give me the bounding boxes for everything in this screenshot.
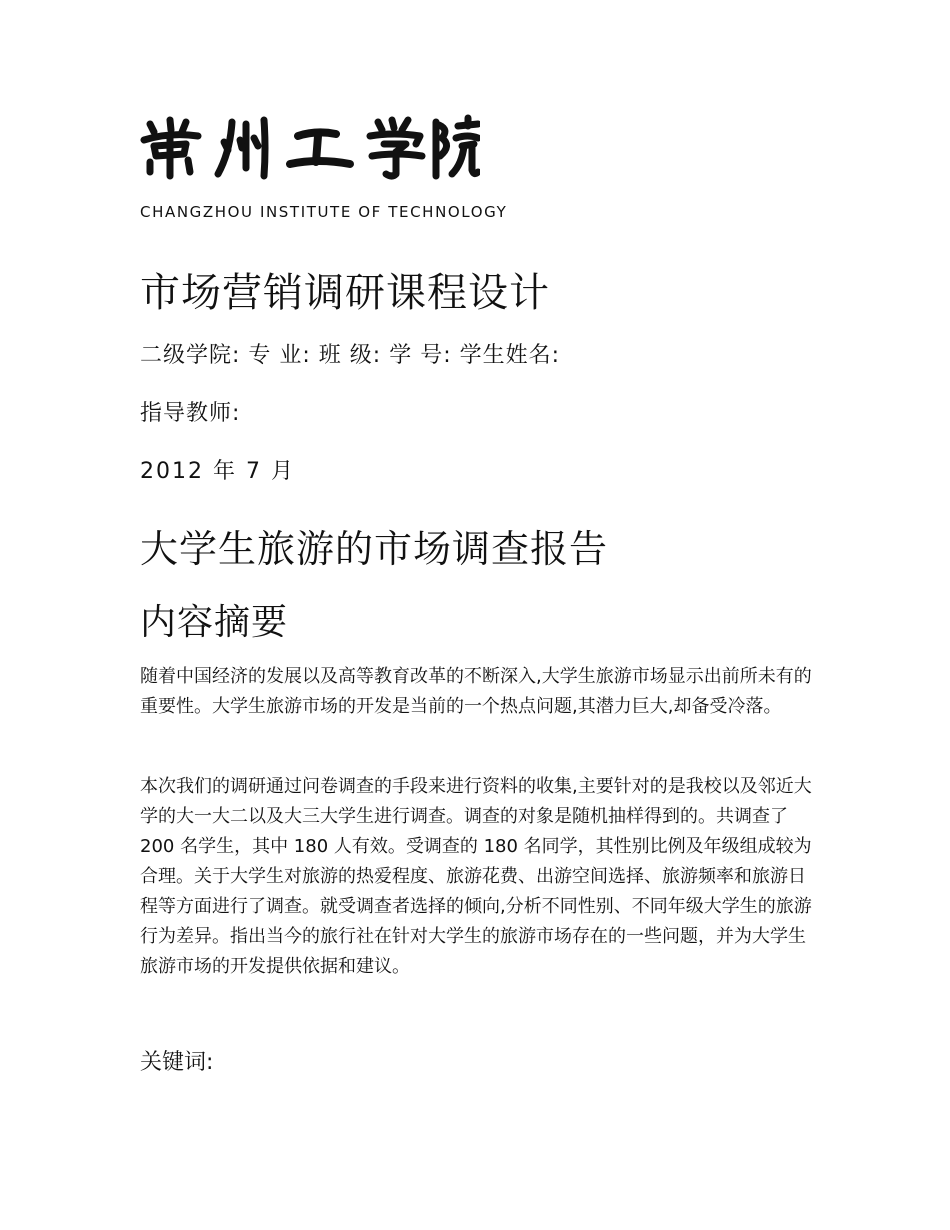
report-title: 大学生旅游的市场调查报告 [140,527,609,571]
course-title: 市场营销调研课程设计 [140,270,550,316]
abstract-paragraph-1: 随着中国经济的发展以及高等教育改革的不断深入,大学生旅游市场显示出前所未有的重要性。大学生旅游市场的开发是当前的一个热点问题,其潜力巨大,却备受冷落。 [140,666,812,717]
logo-char-2 [218,120,265,176]
institute-english-name: CHANGZHOU INSTITUTE OF TECHNOLOGY [140,203,508,221]
keywords-label: 关键词: [140,1050,214,1075]
logo-char-1 [144,120,198,176]
institute-logo [140,112,480,182]
calligraphy-logo-image [140,112,480,182]
date-line: 2012 年 7 月 [140,459,295,484]
abstract-heading: 内容摘要 [140,602,289,643]
logo-char-3 [290,132,350,164]
student-info-fields: 二级学院: 专 业: 班 级: 学 号: 学生姓名: [140,343,561,368]
logo-char-4 [370,120,422,176]
advisor-field: 指导教师: [140,401,241,426]
abstract-paragraph-2: 本次我们的调研通过问卷调查的手段来进行资料的收集,主要针对的是我校以及邻近大学的大一大二以及大三大学生进行调查。调查的对象是随机抽样得到的。共调查了 200 名学生，其中 180 人有效。受调查的 180 名同学，其性别比例及年级组成较为合理。关于大学生对旅游的热爱程度、旅游花费、出游空间选择、旅游频率和旅游日程等方面进行了调查。就受调查者选择的倾向,分析不同性别、不同年级大学生的旅游行为差异。指出当今的旅行社在针对大学生的旅游市场存在的一些问题，并为大学生旅游市场的开发提供依据和建议。 [140,776,812,977]
logo-char-5 [436,118,478,176]
